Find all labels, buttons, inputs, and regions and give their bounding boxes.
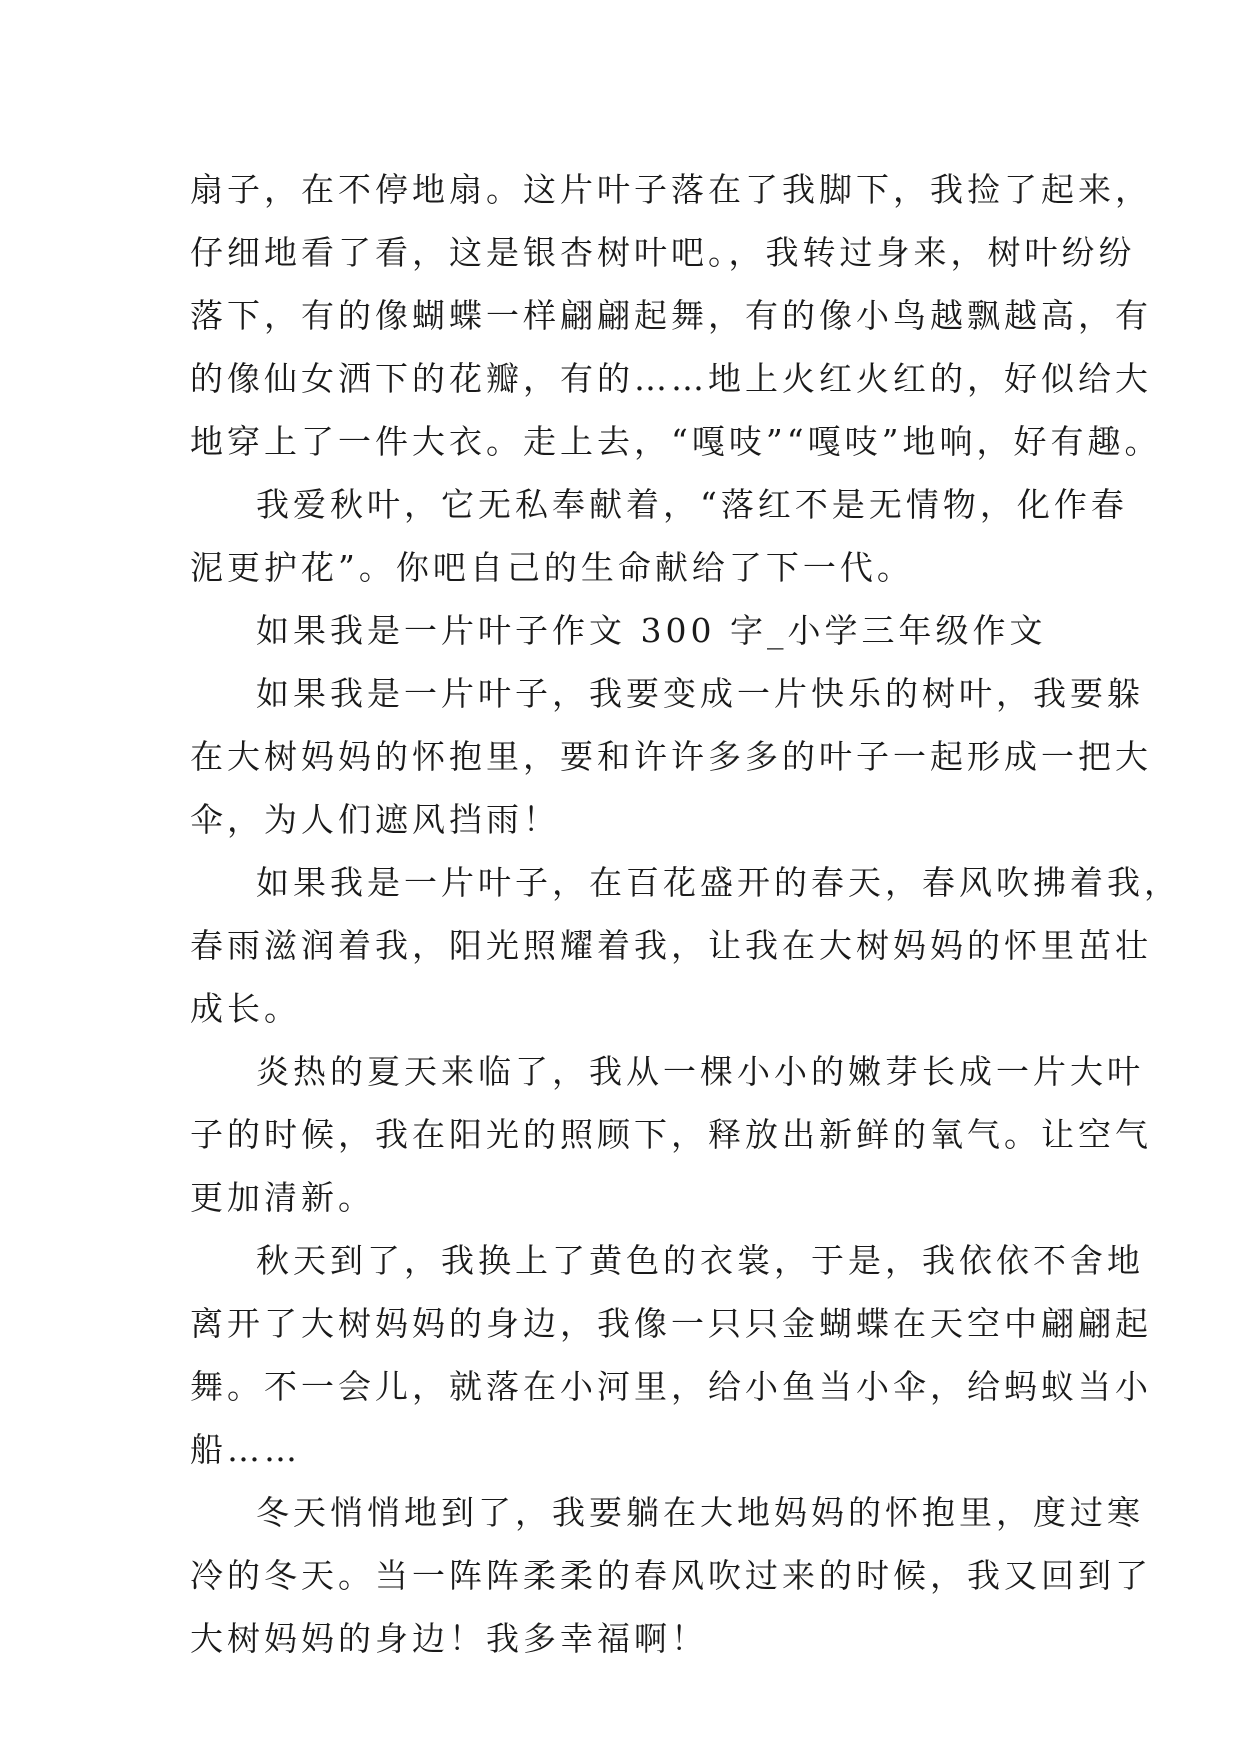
text-line: 大树妈妈的身边！我多幸福啊！ — [190, 1619, 708, 1658]
text-line: 泥更护花”。你吧自己的生命献给了下一代。 — [190, 548, 914, 587]
text-line: 如果我是一片叶子作文 300 字_小学三年级作文 — [256, 611, 1047, 650]
text-line: 扇子，在不停地扇。这片叶子落在了我脚下，我捡了起来， — [190, 170, 1152, 209]
text-line: 仔细地看了看，这是银杏树叶吧。，我转过身来，树叶纷纷 — [190, 233, 1136, 272]
text-line: 在大树妈妈的怀抱里，要和许许多多的叶子一起形成一把大 — [190, 737, 1152, 776]
text-line: 我爱秋叶，它无私奉献着，“落红不是无情物，化作春 — [256, 485, 1128, 524]
text-line: 炎热的夏天来临了，我从一棵小小的嫩芽长成一片大叶 — [256, 1052, 1144, 1091]
text-line: 的像仙女洒下的花瓣，有的……地上火红火红的，好似给大 — [190, 359, 1152, 398]
text-line: 落下，有的像蝴蝶一样翩翩起舞，有的像小鸟越飘越高，有 — [190, 296, 1152, 335]
text-line: 子的时候，我在阳光的照顾下，释放出新鲜的氧气。让空气 — [190, 1115, 1152, 1154]
text-line: 如果我是一片叶子，我要变成一片快乐的树叶，我要躲 — [256, 674, 1144, 713]
text-line: 舞。不一会儿，就落在小河里，给小鱼当小伞，给蚂蚁当小 — [190, 1367, 1152, 1406]
text-line: 成长。 — [190, 989, 301, 1028]
text-line: 春雨滋润着我，阳光照耀着我，让我在大树妈妈的怀里茁壮 — [190, 926, 1152, 965]
document-body — [190, 158, 1181, 1670]
text-line: 如果我是一片叶子，在百花盛开的春天，春风吹拂着我， — [256, 863, 1181, 902]
text-line: 秋天到了，我换上了黄色的衣裳，于是，我依依不舍地 — [256, 1241, 1144, 1280]
text-line: 地穿上了一件大衣。走上去，“嘎吱”“嘎吱”地响，好有趣。 — [190, 422, 1162, 461]
text-line: 冷的冬天。当一阵阵柔柔的春风吹过来的时候，我又回到了 — [190, 1556, 1152, 1595]
text-line: 离开了大树妈妈的身边，我像一只只金蝴蝶在天空中翩翩起 — [190, 1304, 1152, 1343]
text-line: 冬天悄悄地到了，我要躺在大地妈妈的怀抱里，度过寒 — [256, 1493, 1144, 1532]
text-line: 船…… — [190, 1430, 301, 1469]
text-line: 伞，为人们遮风挡雨！ — [190, 800, 560, 839]
text-line: 更加清新。 — [190, 1178, 375, 1217]
